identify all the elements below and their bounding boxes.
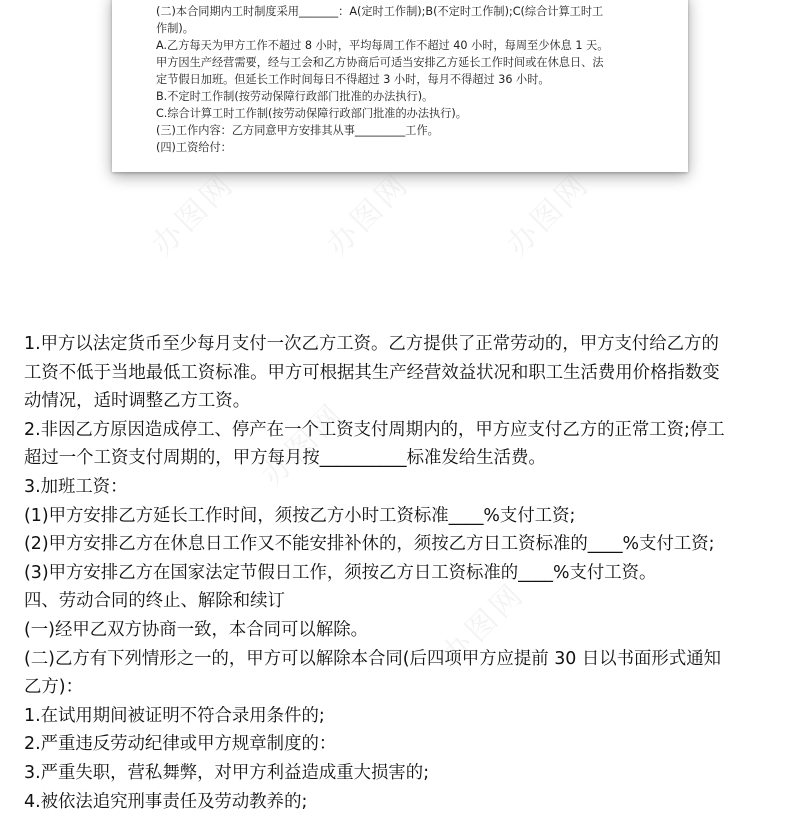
preview-line: A.乙方每天为甲方工作不超过 8 小时，平均每周工作不超过 40 小时，每周至少休息 1 天。: [156, 37, 666, 54]
body-line: 超过一个工资支付周期的，甲方每月按__________标准发给生活费。: [24, 444, 784, 473]
body-line: 乙方)：: [24, 673, 784, 702]
body-line: 2.非因乙方原因造成停工、停产在一个工资支付周期内的，甲方应支付乙方的正常工资;停工: [24, 416, 784, 445]
body-line: (二)乙方有下列情形之一的，甲方可以解除本合同(后四项甲方应提前 30 日以书面形式通知: [24, 645, 784, 674]
preview-line: C.综合计算工时工作制(按劳动保障行政部门批准的办法执行)。: [156, 105, 666, 122]
watermark: 办图网: [314, 160, 417, 263]
preview-line: (四)工资给付：: [156, 139, 666, 156]
body-line: (2)甲方安排乙方在休息日工作又不能安排补休的，须按乙方日工资标准的____%支付工资;: [24, 530, 784, 559]
body-line: 4.被依法追究刑事责任及劳动教养的;: [24, 788, 784, 816]
watermark: 办图网: [429, 570, 532, 673]
watermark: 办图网: [494, 160, 597, 263]
body-line: 1.甲方以法定货币至少每月支付一次乙方工资。乙方提供了正常劳动的，甲方支付给乙方的: [24, 330, 784, 359]
body-line: 3.加班工资：: [24, 473, 784, 502]
document-preview-card: [112, 0, 688, 172]
preview-line: 甲方因生产经营需要，经与工会和乙方协商后可适当安排乙方延长工作时间或在休息日、法: [156, 54, 666, 71]
preview-line: (三)工作内容：乙方同意甲方安排其从事_________工作。: [156, 122, 666, 139]
document-body: [24, 330, 784, 816]
preview-line: B.不定时工作制(按劳动保障行政部门批准的办法执行)。: [156, 88, 666, 105]
body-line: 2.严重违反劳动纪律或甲方规章制度的：: [24, 730, 784, 759]
body-line: 工资不低于当地最低工资标准。甲方可根据其生产经营效益状况和职工生活费用价格指数变: [24, 359, 784, 388]
body-line: (1)甲方安排乙方延长工作时间，须按乙方小时工资标准____%支付工资;: [24, 502, 784, 531]
watermark: 办图网: [139, 160, 242, 263]
preview-line: 定节假日加班。但延长工作时间每日不得超过 3 小时，每月不得超过 36 小时。: [156, 71, 666, 88]
body-line: (3)甲方安排乙方在国家法定节假日工作，须按乙方日工资标准的____%支付工资。: [24, 559, 784, 588]
body-line: 3.严重失职，营私舞弊，对甲方利益造成重大损害的;: [24, 759, 784, 788]
section-heading: 四、劳动合同的终止、解除和续订: [24, 587, 784, 616]
preview-line: (二)本合同期内工时制度采用_______：A(定时工作制);B(不定时工作制);C(综合计算工时工: [156, 3, 666, 20]
watermark: 办图网: [249, 390, 352, 493]
body-line: 动情况，适时调整乙方工资。: [24, 387, 784, 416]
body-line: (一)经甲乙双方协商一致，本合同可以解除。: [24, 616, 784, 645]
body-line: 1.在试用期间被证明不符合录用条件的;: [24, 702, 784, 731]
preview-line: 作制)。: [156, 20, 666, 37]
document-preview-text: [156, 0, 666, 156]
